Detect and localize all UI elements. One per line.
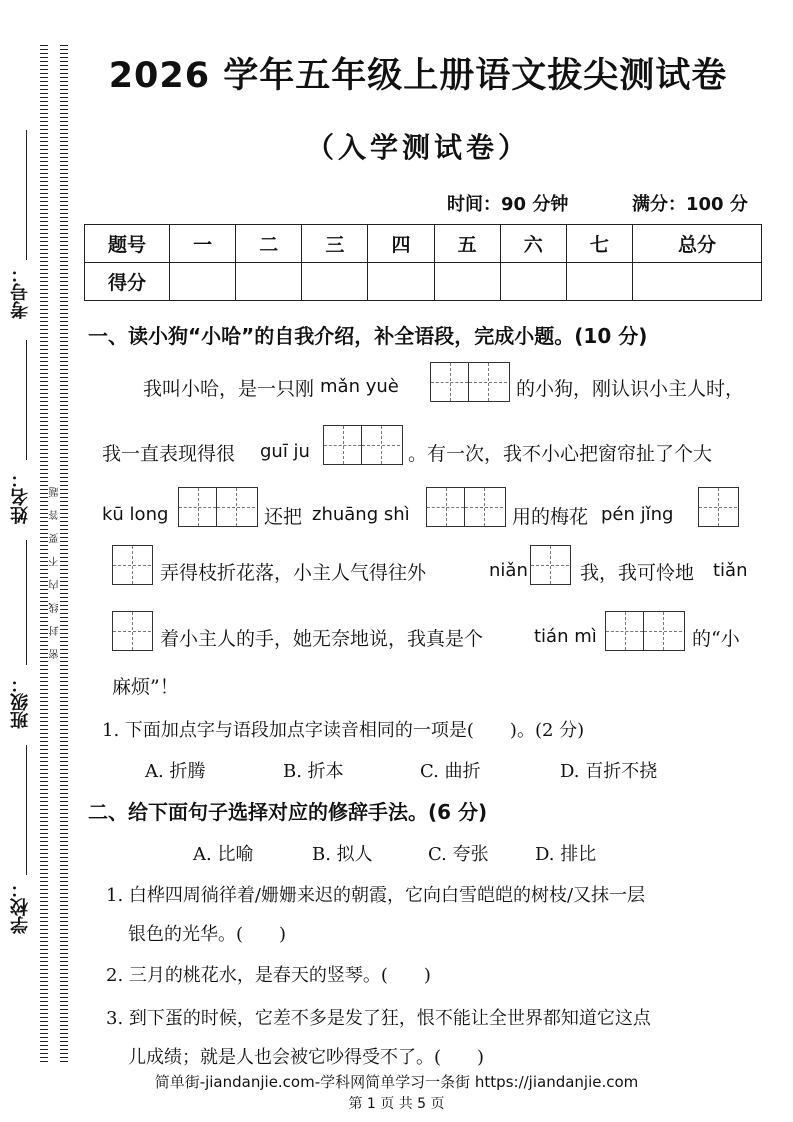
rhetoric-option-c: C. 夸张 [428, 844, 489, 865]
answer-box-1char[interactable] [698, 487, 739, 527]
answer-box-1char[interactable] [112, 611, 153, 651]
answer-box-2char[interactable] [178, 487, 258, 527]
question-2-1-cont: 银色的光华。( ) [128, 924, 287, 945]
para-text: 着小主人的手，她无奈地说，我真是个 [160, 628, 484, 650]
page-title: 2026 学年五年级上册语文拔尖测试卷 [108, 56, 728, 96]
question-2-1: 1. 白桦四周徜徉着/姗姗来迟的朝霞，它向白雪皑皑的树枝/又抹一层 [106, 885, 646, 906]
option-b[interactable]: B. 折本 [283, 761, 344, 782]
score-table-header-row [85, 225, 762, 263]
page-subtitle: （入学测试卷） [305, 131, 530, 164]
rhetoric-option-a: A. 比喻 [193, 844, 254, 865]
option-a[interactable]: A. 折腾 [145, 761, 206, 782]
answer-box-1char[interactable] [112, 545, 153, 585]
para-text: 的“小 [692, 628, 740, 650]
para-text: 。有一次，我不小心把窗帘扯了个大 [408, 443, 713, 465]
section1-heading: 一、读小狗“小哈”的自我介绍，补全语段，完成小题。(10 分) [88, 324, 648, 348]
pinyin: tián mì [534, 626, 597, 647]
exam-time: 时间：90 分钟 [447, 194, 569, 215]
answer-box-2char[interactable] [430, 362, 510, 402]
score-cell-header: 七 [566, 225, 632, 263]
para-text: 弄得枝折花落，小主人气得往外 [160, 562, 427, 584]
exam-no-line [26, 130, 27, 260]
binding-line-outer [40, 45, 48, 1065]
para-text: 还把 [264, 506, 303, 528]
score-table-score-row [85, 263, 762, 301]
score-cell-header: 二 [236, 225, 302, 263]
full-score: 满分：100 分 [632, 194, 748, 215]
page-number: 第 1 页 共 5 页 [348, 1096, 445, 1112]
answer-box-1char[interactable] [530, 545, 571, 585]
score-cell-header: 四 [368, 225, 434, 263]
question-2-2: 2. 三月的桃花水，是春天的竖琴。( ) [106, 965, 431, 986]
score-entry-cell[interactable] [632, 263, 761, 301]
name-line [26, 340, 27, 460]
question-1: 1. 下面加点字与语段加点字读音相同的一项是( )。(2 分) [102, 720, 585, 741]
answer-box-2char[interactable] [426, 487, 506, 527]
score-cell-header: 三 [302, 225, 368, 263]
score-entry-cell[interactable] [302, 263, 368, 301]
footer-site: 简单街-jiandanjie.com-学科网简单学习一条街 https://jiandanjie.com [154, 1073, 639, 1091]
option-d[interactable]: D. 百折不挠 [560, 761, 658, 782]
seal-notice: 密 封 线 内 不 要 答 题 [48, 455, 60, 685]
school-label: 学校： [10, 880, 31, 934]
rhetoric-option-b: B. 拟人 [312, 844, 373, 865]
answer-box-2char[interactable] [605, 611, 685, 651]
school-line [26, 745, 27, 875]
class-line [26, 540, 27, 665]
pinyin: pén jǐng [601, 504, 674, 525]
para-text: 我，我可怜地 [580, 562, 695, 584]
section2-heading: 二、给下面句子选择对应的修辞手法。(6 分) [88, 800, 488, 824]
pinyin: zhuāng shì [312, 504, 410, 525]
name-label: 姓名： [10, 470, 31, 524]
score-entry-cell[interactable] [500, 263, 566, 301]
score-table [84, 224, 762, 301]
score-entry-cell[interactable] [236, 263, 302, 301]
pinyin: niǎn [489, 560, 528, 581]
class-label: 班级： [10, 675, 31, 729]
score-cell-header: 一 [170, 225, 236, 263]
score-entry-cell[interactable] [566, 263, 632, 301]
score-entry-cell[interactable] [170, 263, 236, 301]
score-entry-cell[interactable] [368, 263, 434, 301]
answer-box-2char[interactable] [323, 425, 403, 465]
pinyin: kū long [102, 504, 169, 525]
para-text: 我叫小哈，是一只刚 [143, 378, 315, 400]
para-text: 麻烦”！ [112, 676, 179, 698]
pinyin: tiǎn [713, 560, 748, 581]
option-c[interactable]: C. 曲折 [420, 761, 481, 782]
score-entry-cell[interactable] [434, 263, 500, 301]
question-2-3: 3. 到下蛋的时候，它差不多是发了狂，恨不能让全世界都知道它这点 [106, 1008, 651, 1029]
question-2-3-cont: 儿成绩；就是人也会被它吵得受不了。( ) [128, 1047, 485, 1068]
pinyin: guī ju [260, 441, 310, 462]
exam-no-label: 考号： [10, 265, 31, 319]
score-row-label: 得分 [85, 263, 170, 301]
score-cell-header: 五 [434, 225, 500, 263]
score-cell-header: 六 [500, 225, 566, 263]
score-cell-header: 题号 [85, 225, 170, 263]
pinyin: mǎn yuè [320, 376, 399, 397]
para-text: 的小狗，刚认识小主人时， [516, 378, 745, 400]
score-cell-header: 总分 [632, 225, 761, 263]
para-text: 用的梅花 [512, 506, 589, 528]
para-text: 我一直表现得很 [102, 443, 236, 465]
rhetoric-option-d: D. 排比 [535, 844, 597, 865]
